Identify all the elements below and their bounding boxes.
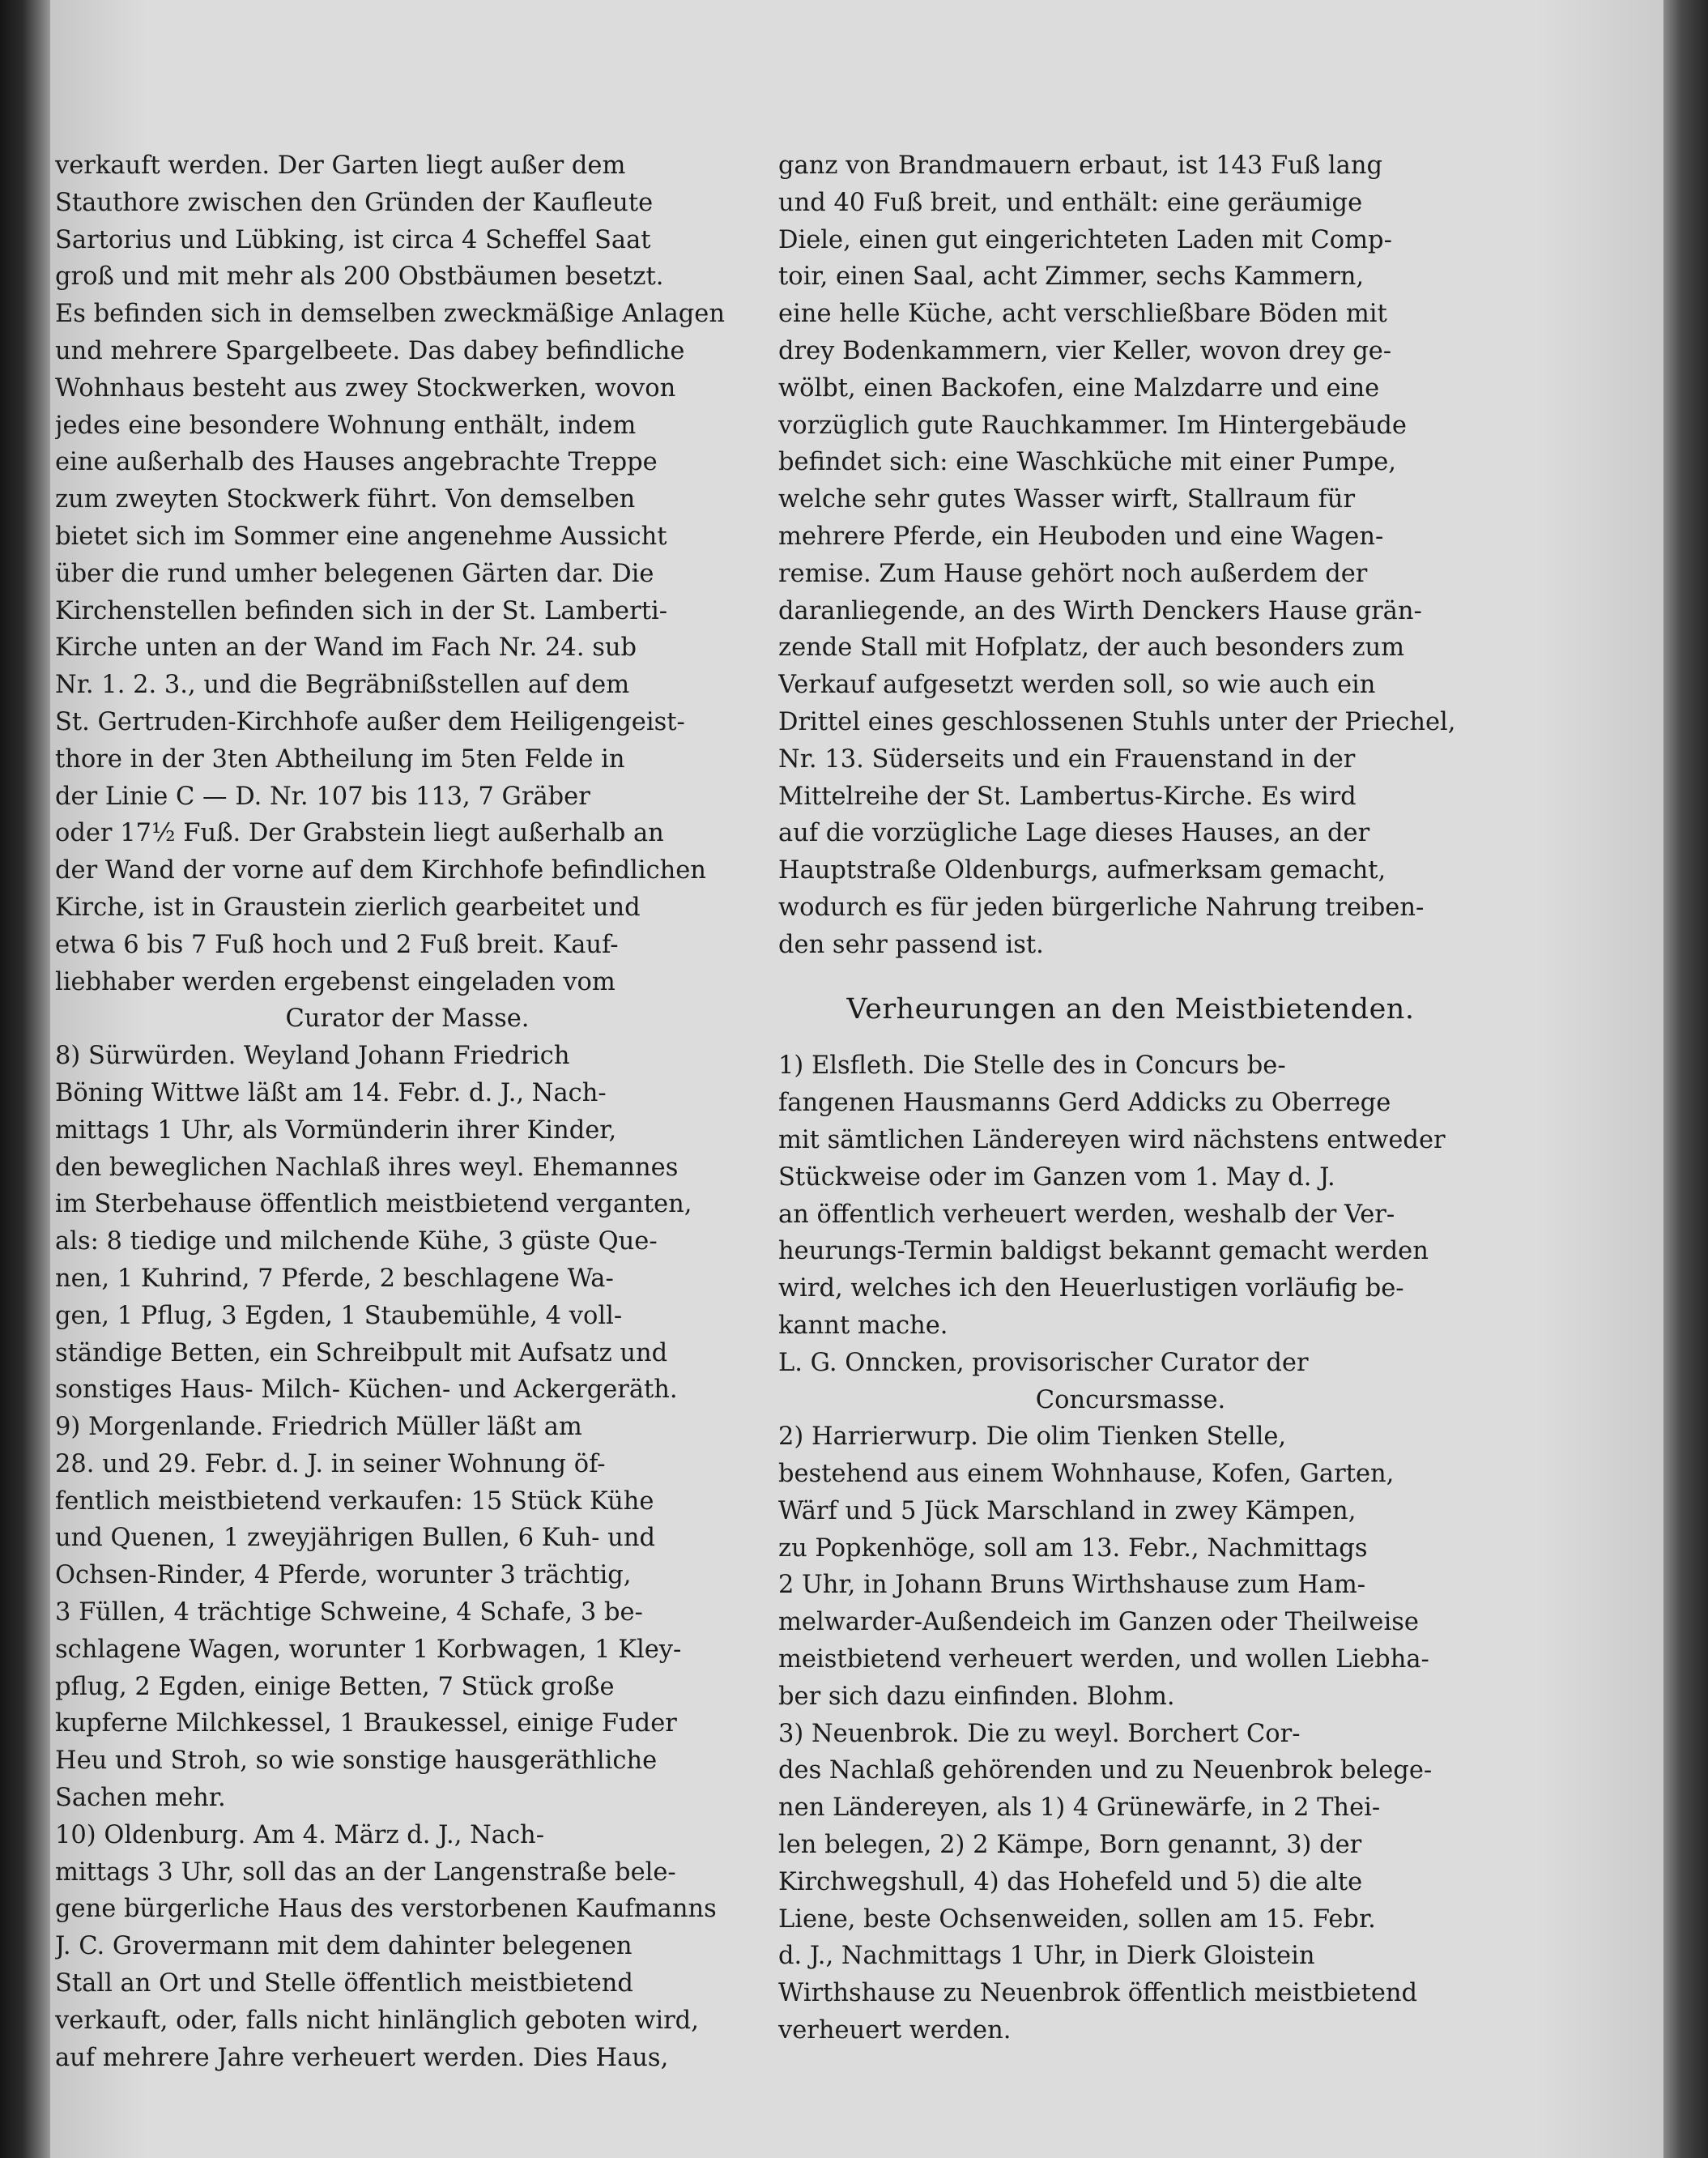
text-line: 10) Oldenburg. Am 4. März d. J., Nach- (55, 1820, 544, 1849)
text-line: im Sterbehause öffentlich meistbietend verganten, (55, 1190, 692, 1219)
text-line: melwarder-Außendeich im Ganzen oder Theilweise (778, 1608, 1419, 1637)
text-line: fangenen Hausmanns Gerd Addicks zu Oberrege (778, 1089, 1391, 1118)
text-line: toir, einen Saal, acht Zimmer, sechs Kammern, (778, 262, 1365, 292)
text-line: 28. und 29. Febr. d. J. in seiner Wohnung öf- (55, 1449, 606, 1478)
text-line: verheuert werden. (778, 2016, 1012, 2045)
left-text-column (55, 147, 760, 2076)
text-line: jedes eine besondere Wohnung enthält, indem (55, 411, 637, 440)
text-line: L. G. Onncken, provisorischer Curator der (778, 1348, 1309, 1377)
text-line: Hauptstraße Oldenburgs, aufmerksam gemacht, (778, 856, 1386, 885)
text-line: mittags 1 Uhr, als Vormünderin ihrer Kinder, (55, 1115, 617, 1145)
text-line: drey Bodenkammern, vier Keller, wovon drey ge- (778, 336, 1392, 365)
text-line: ganz von Brandmauern erbaut, ist 143 Fuß lang (778, 151, 1382, 180)
text-line: ber sich dazu einfinden. Blohm. (778, 1682, 1175, 1711)
text-line: schlagene Wagen, worunter 1 Korbwagen, 1 Kley- (55, 1635, 682, 1664)
text-line: Kirchenstellen befinden sich in der St. Lamberti- (55, 596, 668, 625)
text-line: oder 17½ Fuß. Der Grabstein liegt außerhalb an (55, 819, 664, 848)
text-line: gene bürgerliche Haus des verstorbenen Kaufmanns (55, 1895, 717, 1924)
book-binding-shadow (0, 0, 50, 2158)
text-line: Wirthshause zu Neuenbrok öffentlich meistbietend (778, 1979, 1418, 2008)
text-line: 1) Elsfleth. Die Stelle des in Concurs be- (778, 1051, 1286, 1081)
right-text-column (778, 147, 1483, 2049)
text-line: liebhaber werden ergebenst eingeladen vom (55, 967, 615, 996)
text-line: der Wand der vorne auf dem Kirchhofe befindlichen (55, 856, 706, 885)
text-line: Wärf und 5 Jück Marschland in zwey Kämpen, (778, 1496, 1357, 1525)
text-line: an öffentlich verheuert werden, weshalb der Ver- (778, 1200, 1395, 1229)
text-line: Ochsen-Rinder, 4 Pferde, worunter 3 trächtig, (55, 1561, 632, 1590)
text-line: Nr. 1. 2. 3., und die Begräbnißstellen auf dem (55, 671, 630, 700)
text-line: gen, 1 Pflug, 3 Egden, 1 Staubemühle, 4 voll- (55, 1301, 623, 1330)
text-line: über die rund umher belegenen Gärten dar. Die (55, 559, 654, 588)
text-line: verkauft, oder, falls nicht hinlänglich geboten wird, (55, 2006, 699, 2035)
text-line: kannt mache. (778, 1311, 948, 1340)
text-line: thore in der 3ten Abtheilung im 5ten Felde in (55, 744, 625, 774)
text-line: des Nachlaß gehörenden und zu Neuenbrok belege- (778, 1756, 1433, 1785)
text-line: welche sehr gutes Wasser wirft, Stallraum für (778, 485, 1356, 514)
text-line: sonstiges Haus- Milch- Küchen- und Ackergeräth. (55, 1375, 678, 1405)
text-line: und mehrere Spargelbeete. Das dabey befindliche (55, 336, 685, 365)
text-line: Diele, einen gut eingerichteten Laden mit Comp- (778, 225, 1392, 254)
text-line: fentlich meistbietend verkaufen: 15 Stück Kühe (55, 1486, 654, 1516)
text-line: und 40 Fuß breit, und enthält: eine geräumige (778, 188, 1363, 217)
text-line: Es befinden sich in demselben zweckmäßige Anlagen (55, 300, 725, 329)
text-line: zu Popkenhöge, soll am 13. Febr., Nachmittags (778, 1533, 1368, 1563)
text-line: bestehend aus einem Wohnhause, Kofen, Garten, (778, 1460, 1395, 1489)
text-line: Nr. 13. Süderseits und ein Frauenstand in der (778, 744, 1356, 774)
text-line: daranliegende, an des Wirth Denckers Hause grän- (778, 596, 1422, 625)
text-line: auf die vorzügliche Lage dieses Hauses, an der (778, 819, 1370, 848)
text-line: 9) Morgenlande. Friedrich Müller läßt am (55, 1413, 582, 1442)
text-line: 2 Uhr, in Johann Bruns Wirthshause zum Ham- (778, 1571, 1366, 1600)
text-line: kupferne Milchkessel, 1 Braukessel, einige Fuder (55, 1709, 677, 1738)
text-line: Heu und Stroh, so wie sonstige hausgeräthliche (55, 1746, 658, 1776)
text-line: Stauthore zwischen den Gründen der Kaufleute (55, 188, 654, 217)
text-line: zende Stall mit Hofplatz, der auch besonders zum (778, 633, 1405, 663)
text-line: mit sämtlichen Ländereyen wird nächstens entweder (778, 1125, 1446, 1154)
text-line: ständige Betten, ein Schreibpult mit Aufsatz und (55, 1338, 668, 1367)
text-line: befindet sich: eine Waschküche mit einer Pumpe, (778, 448, 1396, 477)
section-heading: Verheurungen an den Meistbietenden. (846, 992, 1415, 1026)
text-line: 3) Neuenbrok. Die zu weyl. Borchert Cor- (778, 1719, 1301, 1748)
text-line: den sehr passend ist. (778, 930, 1044, 959)
text-line: wodurch es für jeden bürgerliche Nahrung treiben- (778, 893, 1425, 922)
text-line: zum zweyten Stockwerk führt. Von demselben (55, 485, 636, 514)
text-line: verkauft werden. Der Garten liegt außer dem (55, 151, 626, 180)
text-line: 8) Sürwürden. Weyland Johann Friedrich (55, 1042, 570, 1071)
text-line: vorzüglich gute Rauchkammer. Im Hintergebäude (778, 411, 1407, 440)
text-line: Kirchwegshull, 4) das Hohefeld und 5) die alte (778, 1867, 1363, 1896)
text-line: mittags 3 Uhr, soll das an der Langenstraße bele- (55, 1857, 676, 1887)
text-line: Sartorius und Lübking, ist circa 4 Scheffel Saat (55, 225, 651, 254)
text-line: Stückweise oder im Ganzen vom 1. May d. J. (778, 1162, 1335, 1192)
text-line: d. J., Nachmittags 1 Uhr, in Dierk Gloistein (778, 1942, 1315, 1971)
text-line: nen, 1 Kuhrind, 7 Pferde, 2 beschlagene Wa- (55, 1264, 614, 1293)
text-line: J. C. Grovermann mit dem dahinter belegenen (55, 1932, 633, 1961)
text-line: Concursmasse. (1035, 1385, 1226, 1414)
text-line: als: 8 tiedige und milchende Kühe, 3 güste Que- (55, 1227, 658, 1256)
text-line: Kirche, ist in Graustein zierlich gearbeitet und (55, 893, 641, 922)
text-line: Böning Wittwe läßt am 14. Febr. d. J., Nach- (55, 1078, 607, 1107)
text-line: Verkauf aufgesetzt werden soll, so wie auch ein (778, 671, 1376, 700)
text-line: Liene, beste Ochsenweiden, sollen am 15. Febr. (778, 1904, 1376, 1934)
text-line: Sachen mehr. (55, 1784, 226, 1813)
text-line: 3 Füllen, 4 trächtige Schweine, 4 Schafe, 3 be- (55, 1598, 643, 1627)
text-line: Wohnhaus besteht aus zwey Stockwerken, wovon (55, 373, 676, 403)
text-line: pflug, 2 Egden, einige Betten, 7 Stück große (55, 1672, 615, 1701)
text-line: Drittel eines geschlossenen Stuhls unter der Priechel, (778, 707, 1456, 736)
text-line: nen Ländereyen, als 1) 4 Grünewärfe, in 2 Thei- (778, 1793, 1381, 1823)
text-line: wird, welches ich den Heuerlustigen vorläufig be- (778, 1274, 1404, 1303)
text-line: wölbt, einen Backofen, eine Malzdarre und eine (778, 373, 1380, 403)
text-line: Mittelreihe der St. Lambertus-Kirche. Es wird (778, 782, 1357, 811)
text-line: St. Gertruden-Kirchhofe außer dem Heiligengeist- (55, 707, 685, 736)
text-line: Curator der Masse. (285, 1004, 530, 1034)
text-line: und Quenen, 1 zweyjährigen Bullen, 6 Kuh- und (55, 1524, 655, 1553)
text-line: eine helle Küche, acht verschließbare Böden mit (778, 300, 1387, 329)
text-line: den beweglichen Nachlaß ihres weyl. Ehemannes (55, 1153, 679, 1182)
text-line: der Linie C — D. Nr. 107 bis 113, 7 Gräber (55, 782, 590, 811)
text-line: remise. Zum Hause gehört noch außerdem der (778, 559, 1368, 588)
text-line: 2) Harrierwurp. Die olim Tienken Stelle, (778, 1422, 1287, 1452)
right-column-bottom-text (778, 1047, 1483, 2049)
text-line: groß und mit mehr als 200 Obstbäumen besetzt. (55, 262, 664, 292)
text-line: Kirche unten an der Wand im Fach Nr. 24. sub (55, 633, 637, 663)
text-line: heurungs-Termin baldigst bekannt gemacht werden (778, 1237, 1429, 1266)
text-line: auf mehrere Jahre verheuert werden. Dies Haus, (55, 2043, 669, 2072)
text-line: meistbietend verheuert werden, und wollen Liebha- (778, 1645, 1429, 1674)
text-line: bietet sich im Sommer eine angenehme Aussicht (55, 522, 667, 551)
text-line: etwa 6 bis 7 Fuß hoch und 2 Fuß breit. Kauf- (55, 930, 619, 959)
text-line: Stall an Ort und Stelle öffentlich meistbietend (55, 1969, 633, 1998)
page-edge-shadow (1663, 0, 1708, 2158)
text-line: len belegen, 2) 2 Kämpe, Born genannt, 3) der (778, 1831, 1362, 1860)
text-line: eine außerhalb des Hauses angebrachte Treppe (55, 448, 658, 477)
right-column-top-text (778, 147, 1483, 964)
text-line: mehrere Pferde, ein Heuboden und eine Wagen- (778, 522, 1384, 551)
